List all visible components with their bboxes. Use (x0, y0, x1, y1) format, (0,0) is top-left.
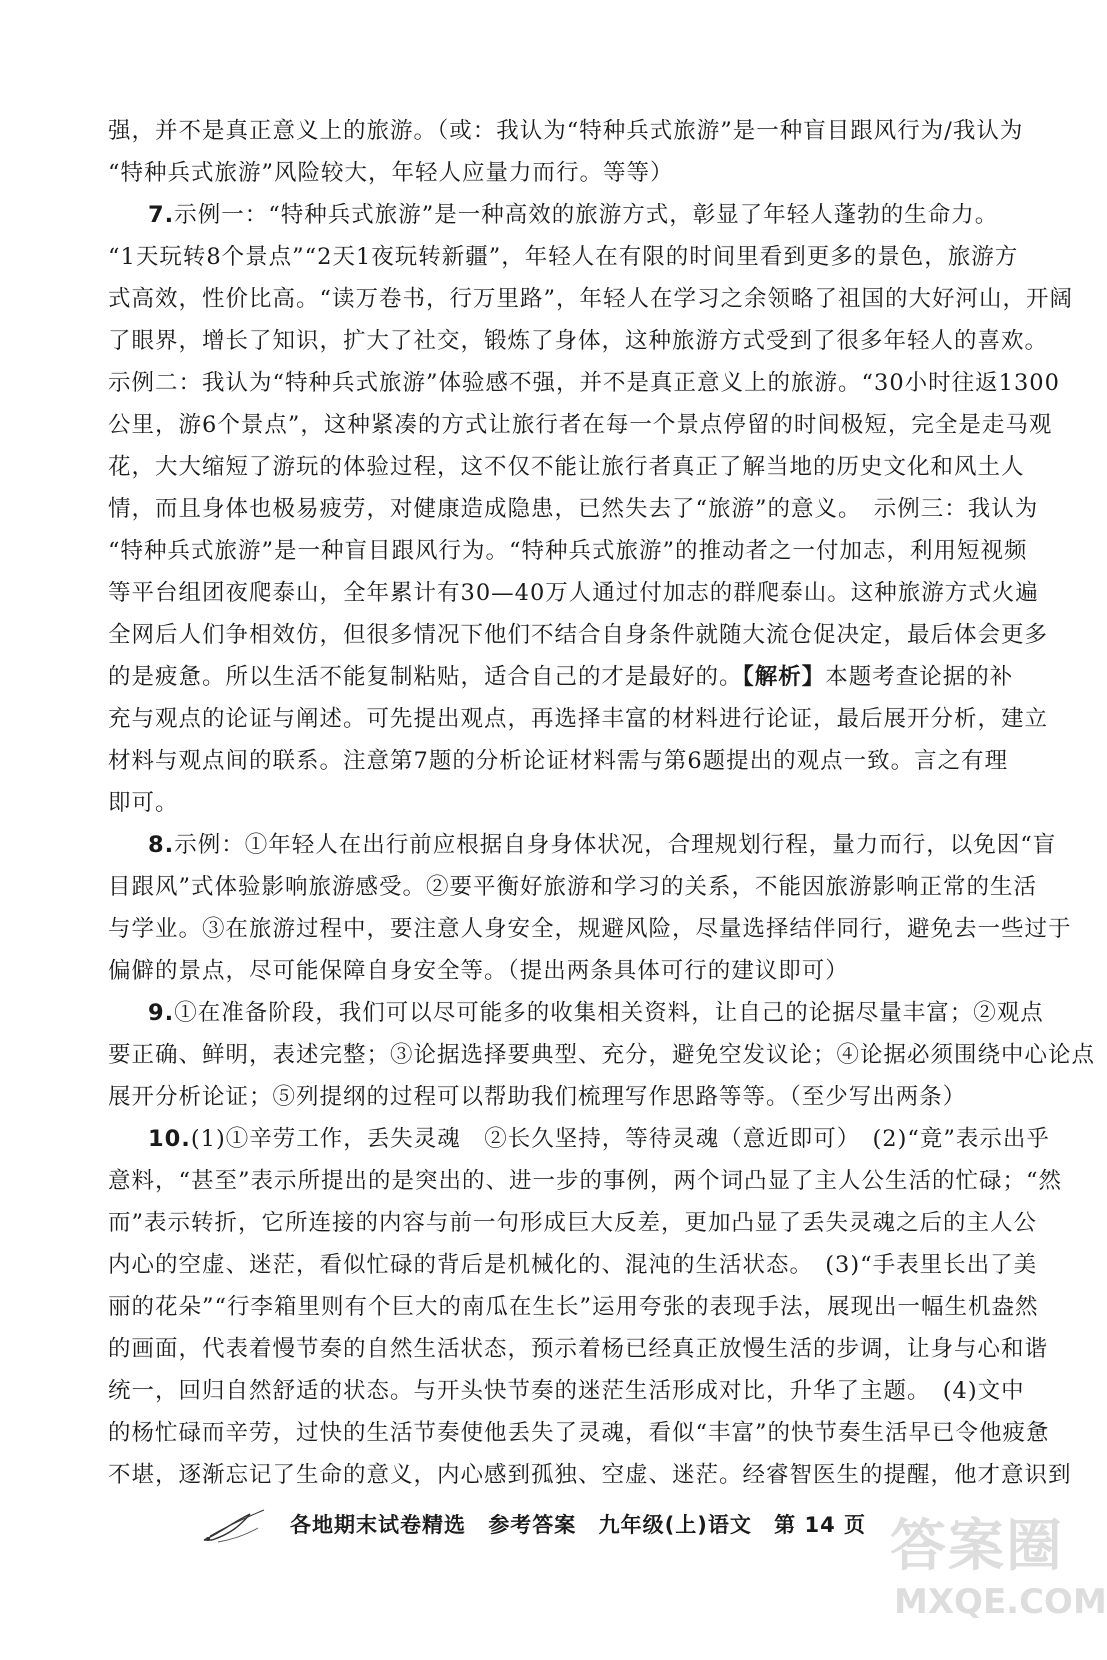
text-line: 材料与观点间的联系。注意第7题的分析论证材料需与第6题提出的观点一致。言之有理 (108, 748, 1009, 774)
text-line: 公里，游6个景点”，这种紧凑的方式让旅行者在每一个景点停留的时间极短，完全是走马观 (108, 412, 1053, 438)
text-line: 强，并不是真正意义上的旅游。（或：我认为“特种兵式旅游”是一种盲目跟风行为/我认为 (108, 118, 1024, 144)
question-number: 8. (148, 832, 175, 858)
text-line: 展开分析论证；⑤列提纲的过程可以帮助我们梳理写作思路等等。（至少写出两条） (108, 1084, 967, 1110)
text-line: 而”表示转折，它所连接的内容与前一句形成巨大反差，更加凸显了丢失灵魂之后的主人公 (108, 1210, 1038, 1236)
text-line: 即可。 (108, 790, 179, 816)
text-line: 的是疲惫。所以生活不能复制粘贴，适合自己的才是最好的。【解析】本题考查论据的补 (108, 664, 1014, 690)
footer-label (290, 1510, 880, 1540)
text-line: “1天玩转8个景点”“2天1夜玩转新疆”，年轻人在有限的时间里看到更多的景色，旅游方 (108, 244, 1019, 270)
text-line: 目跟风”式体验影响旅游感受。②要平衡好旅游和学习的关系，不能因旅游影响正常的生活 (108, 874, 1038, 900)
site-watermark-logo (890, 1500, 1107, 1650)
text-line: 示例二：我认为“特种兵式旅游”体验感不强，并不是真正意义上的旅游。“30小时往返1300 (108, 370, 1060, 396)
text-line: 要正确、鲜明，表述完整；③论据选择要典型、充分，避免空发议论；④论据必须围绕中心论点 (108, 1042, 1096, 1068)
feather-ornament-icon (200, 1506, 270, 1546)
question-number: 10. (148, 1126, 191, 1152)
text-line: 偏僻的景点，尽可能保障自身安全等。（提出两条具体可行的建议即可） (108, 958, 849, 984)
text-line: 不堪，逐渐忘记了生命的意义，内心感到孤独、空虚、迷茫。经睿智医生的提醒，他才意识到 (108, 1462, 1072, 1488)
text-line: 了眼界，增长了知识，扩大了社交，锻炼了身体，这种旅游方式受到了很多年轻人的喜欢。 (108, 328, 1049, 354)
text-line: 全网后人们争相效仿，但很多情况下他们不结合自身条件就随大流仓促决定，最后体会更多 (108, 622, 1049, 648)
text-line: 充与观点的论证与阐述。可先提出观点，再选择丰富的材料进行论证，最后展开分析，建立 (108, 706, 1049, 732)
text-line: 与学业。③在旅游过程中，要注意人身安全，规避风险，尽量选择结伴同行，避免去一些过于 (108, 916, 1072, 942)
page-footer (0, 1500, 1107, 1660)
text-line: 统一，回归自然舒适的状态。与开头快节奏的迷茫生活形成对比，升华了主题。 (4)文中 (108, 1378, 1025, 1404)
question-number: 9. (148, 1000, 175, 1026)
text-line: 式高效，性价比高。“读万卷书，行万里路”，年轻人在学习之余领略了祖国的大好河山，开阔 (108, 286, 1074, 312)
text-line: 内心的空虚、迷茫，看似忙碌的背后是机械化的、混沌的生活状态。 (3)“手表里长出了美 (108, 1252, 1038, 1278)
question-9-start: 9.①在准备阶段，我们可以尽可能多的收集相关资料，让自己的论据尽量丰富；②观点 (148, 1000, 1044, 1026)
footer-section: 参考答案 (488, 1513, 577, 1537)
text-line: 丽的花朵”“行李箱里则有个巨大的南瓜在生长”运用夸张的表现手法，展现出一幅生机盎然 (108, 1294, 1039, 1320)
question-7-start: 7.示例一：“特种兵式旅游”是一种高效的旅游方式，彰显了年轻人蓬勃的生命力。 (148, 202, 999, 228)
analysis-label: 【解析】 (742, 664, 826, 690)
watermark-url: MXQE.COM (894, 1582, 1107, 1622)
watermark-chars: 答案圈 (890, 1514, 1064, 1579)
text-line: 等平台组团夜爬泰山，全年累计有30—40万人通过付加志的群爬泰山。这种旅游方式火遍 (108, 580, 1039, 606)
text-line: 的画面，代表着慢节奏的自然生活状态，预示着杨已经真正放慢生活的步调，让身与心和谐 (108, 1336, 1049, 1362)
question-10-start: 10.(1)①辛劳工作，丢失灵魂 ②长久坚持，等待灵魂（意近即可） (2)“竟”表示出乎 (148, 1126, 1050, 1152)
text-line: 的杨忙碌而辛劳，过快的生活节奏使他丢失了灵魂，看似“丰富”的快节奏生活早已令他疲惫 (108, 1420, 1050, 1446)
text-line: “特种兵式旅游”风险较大，年轻人应量力而行。等等） (108, 160, 674, 186)
footer-page-number: 第 14 页 (774, 1513, 866, 1537)
text-line: “特种兵式旅游”是一种盲目跟风行为。“特种兵式旅游”的推动者之一付加志，利用短视频 (108, 538, 1028, 564)
footer-grade-subject: 九年级(上)语文 (598, 1513, 752, 1537)
text-line: 意料，“甚至”表示所提出的是突出的、进一步的事例，两个词凸显了主人公生活的忙碌；“然 (108, 1168, 1063, 1194)
question-8-start: 8.示例：①年轻人在出行前应根据自身身体状况，合理规划行程，量力而行，以免因“盲 (148, 832, 1057, 858)
question-number: 7. (148, 202, 175, 228)
text-line: 情，而且身体也极易疲劳，对健康造成隐患，已然失去了“旅游”的意义。 示例三：我认为 (108, 496, 1039, 522)
text-line: 花，大大缩短了游玩的体验过程，这不仅不能让旅行者真正了解当地的历史文化和风土人 (108, 454, 1025, 480)
footer-series: 各地期末试卷精选 (290, 1513, 466, 1537)
